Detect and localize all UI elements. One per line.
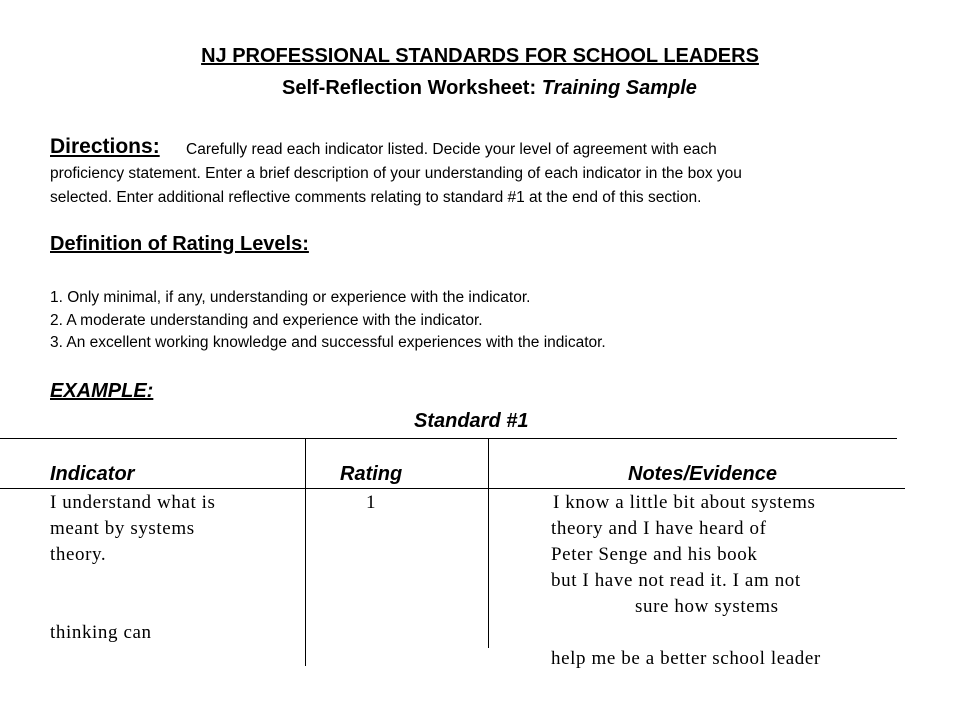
rating-levels-heading: Definition of Rating Levels: (50, 233, 309, 255)
rating-value: 1 (366, 492, 377, 513)
column-header-indicator: Indicator (50, 463, 135, 485)
indicator-text-line: I understand what is (50, 492, 216, 513)
directions-line: selected. Enter additional reflective comments relating to standard #1 at the end of this section. (50, 189, 702, 206)
subtitle-italic: Training Sample (541, 77, 697, 99)
column-header-rating: Rating (340, 463, 403, 485)
indicator-text-line: thinking can (50, 622, 152, 643)
rating-level-item: 1. Only minimal, if any, understanding or experience with the indicator. (50, 289, 531, 306)
table-column-divider (488, 438, 489, 648)
directions-heading: Directions: (50, 135, 160, 158)
notes-text-line: but I have not read it. I am not (551, 570, 801, 591)
directions-line: proficiency statement. Enter a brief description of your understanding of each indicator in the box you (50, 165, 742, 182)
indicator-text-line: theory. (50, 544, 107, 565)
table-header-rule (0, 488, 905, 489)
rating-level-item: 3. An excellent working knowledge and successful experiences with the indicator. (50, 334, 606, 351)
notes-text-line: help me be a better school leader (551, 648, 821, 669)
table-top-rule (0, 438, 897, 439)
notes-text-line: sure how systems (635, 596, 779, 617)
notes-text-line: I know a little bit about systems (553, 492, 816, 513)
document-title: NJ PROFESSIONAL STANDARDS FOR SCHOOL LEADERS (201, 45, 759, 67)
directions-line: Carefully read each indicator listed. Decide your level of agreement with each (186, 141, 717, 158)
table-column-divider (305, 438, 306, 666)
rating-level-item: 2. A moderate understanding and experience with the indicator. (50, 312, 483, 329)
notes-text-line: theory and I have heard of (551, 518, 767, 539)
column-header-notes: Notes/Evidence (628, 463, 777, 485)
indicator-text-line: meant by systems (50, 518, 195, 539)
document-subtitle (282, 77, 697, 100)
notes-text-line: Peter Senge and his book (551, 544, 758, 565)
subtitle-main: Self-Reflection Worksheet: (282, 77, 542, 99)
standard-heading: Standard #1 (414, 410, 529, 432)
example-heading: EXAMPLE: (50, 380, 154, 402)
